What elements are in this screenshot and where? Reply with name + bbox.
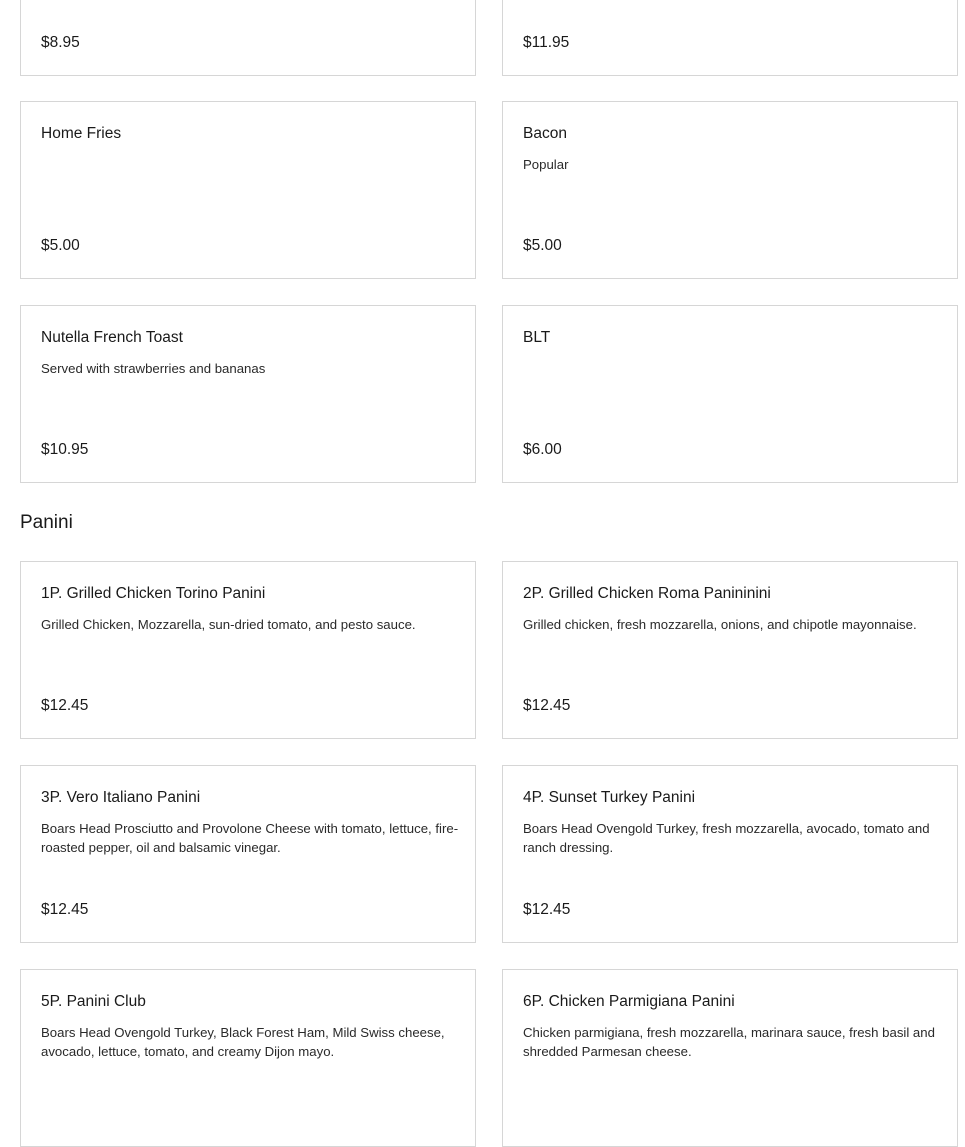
menu-item-card-5p[interactable]: [20, 969, 476, 1147]
menu-item-card-4p[interactable]: [502, 765, 958, 943]
item-price: $12.45: [41, 901, 89, 918]
item-description: Boars Head Prosciutto and Provolone Cheese with tomato, lettuce, fire-roasted pepper, oil and balsamic vinegar.: [41, 821, 459, 855]
item-name: Home Fries: [41, 125, 122, 142]
menu-item-card-home-fries[interactable]: [20, 101, 476, 279]
menu-item-card-nutella-french-toast[interactable]: [20, 305, 476, 483]
menu-item-card-bacon[interactable]: [502, 101, 958, 279]
item-description: Boars Head Ovengold Turkey, Black Forest Ham, Mild Swiss cheese, avocado, lettuce, tomato, and creamy Dijon mayo.: [41, 1025, 445, 1059]
item-name: 3P. Vero Italiano Panini: [41, 789, 201, 806]
menu-item-card-1p[interactable]: [20, 561, 476, 739]
item-price: $8.95: [41, 34, 80, 51]
menu-item-card[interactable]: [502, 0, 958, 76]
menu-item-card-blt[interactable]: [502, 305, 958, 483]
item-price: $11.95: [523, 34, 570, 51]
item-name: Nutella French Toast: [41, 329, 183, 346]
item-description: Served with strawberries and bananas: [41, 361, 266, 376]
item-description: Grilled Chicken, Mozzarella, sun-dried tomato, and pesto sauce.: [41, 617, 416, 632]
section-title-panini: Panini: [20, 512, 73, 533]
menu-item-card-6p[interactable]: [502, 969, 958, 1147]
item-popular-tag: Popular: [523, 157, 569, 172]
item-price: $12.45: [41, 697, 89, 714]
item-name: 2P. Grilled Chicken Roma Panininini: [523, 585, 771, 602]
item-name: 4P. Sunset Turkey Panini: [523, 789, 696, 806]
menu-item-card-3p[interactable]: [20, 765, 476, 943]
menu-item-card[interactable]: [20, 0, 476, 76]
item-price: $10.95: [41, 441, 89, 458]
item-name: 5P. Panini Club: [41, 993, 146, 1010]
item-description: Chicken parmigiana, fresh mozzarella, marinara sauce, fresh basil and shredded Parmesan cheese.: [523, 1025, 935, 1059]
menu-item-card-2p[interactable]: [502, 561, 958, 739]
item-price: $5.00: [41, 237, 80, 254]
item-name: 1P. Grilled Chicken Torino Panini: [41, 585, 266, 602]
item-name: BLT: [523, 329, 551, 346]
item-price: $5.00: [523, 237, 562, 254]
item-name: Bacon: [523, 125, 567, 142]
item-price: $6.00: [523, 441, 562, 458]
item-price: $12.45: [523, 697, 571, 714]
item-name: 6P. Chicken Parmigiana Panini: [523, 993, 735, 1010]
item-description: Boars Head Ovengold Turkey, fresh mozzarella, avocado, tomato and ranch dressing.: [523, 821, 930, 855]
item-price: $12.45: [523, 901, 571, 918]
item-description: Grilled chicken, fresh mozzarella, onions, and chipotle mayonnaise.: [523, 617, 917, 632]
